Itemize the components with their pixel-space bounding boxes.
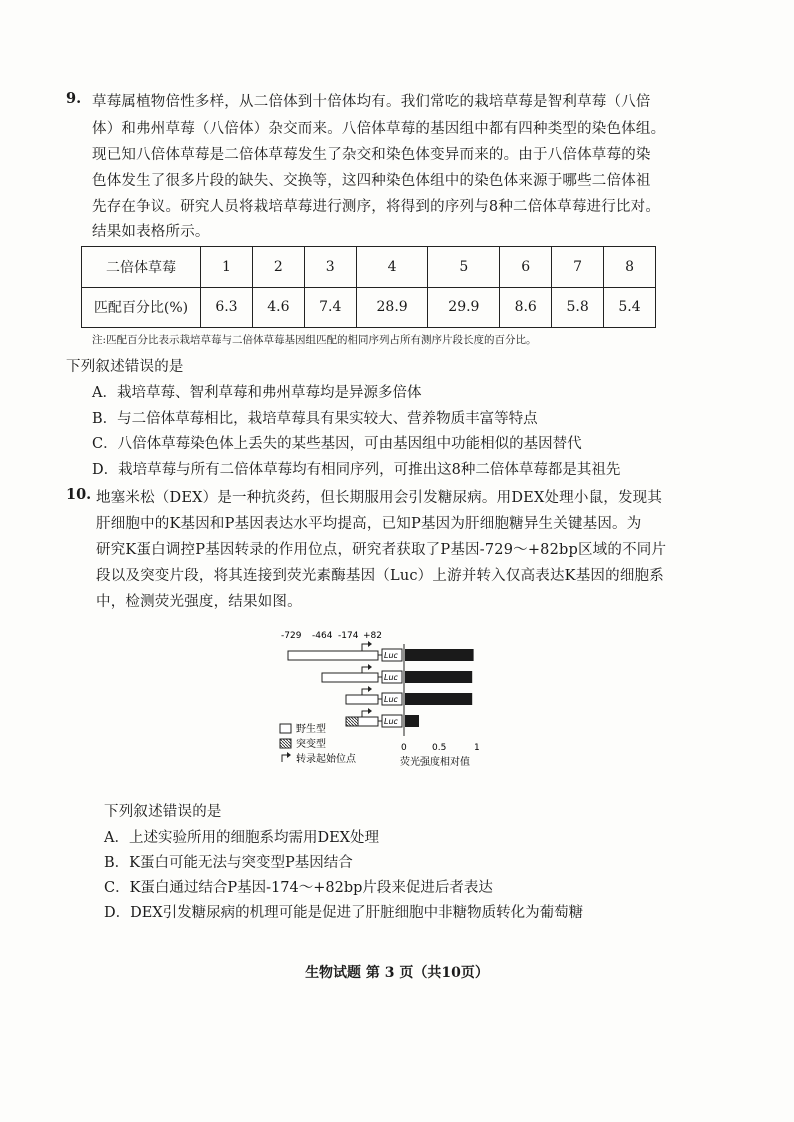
table-row [82,287,656,328]
luc-box [382,649,402,661]
table-header-label: 二倍体草莓 [82,247,201,288]
q9-line: 体）和弗州草莓（八倍体）杂交而来。八倍体草莓的基因组中都有四种类型的染色体组。 [92,121,666,137]
table-cell: 7.4 [304,287,356,328]
svg-text:Luc: Luc [384,695,398,704]
legend-tss-label: 转录起始位点 [296,754,356,765]
position-label: -174 [338,631,359,641]
x-tick-label: 1 [474,743,480,753]
table-cell: 29.9 [428,287,500,328]
legend-tss-icon [287,752,291,758]
tss-arrow-icon [368,664,372,670]
q9-option-a: A．栽培草莓、智利草莓和弗州草莓均是异源多倍体 [92,385,422,401]
q9-line: 草莓属植物倍性多样，从二倍体到十倍体均有。我们常吃的栽培草莓是智利草莓（八倍 [92,94,651,110]
fragment-mutant [346,717,358,726]
luc-box [382,671,402,683]
q10-line: 中，检测荧光强度，结果如图。 [96,594,302,610]
q10-stem: 下列叙述错误的是 [104,804,222,820]
bar [405,649,474,661]
tss-arrow-icon [368,641,372,647]
q10-line: 段以及突变片段，将其连接到荧光素酶基因（Luc）上游并转入仅高表达K基因的细胞系 [96,568,664,584]
q9-option-c: C．八倍体草莓染色体上丢失的某些基因，可由基因组中功能相似的基因替代 [92,436,582,452]
svg-text:Luc: Luc [384,673,398,682]
table-cell: 8.6 [500,287,552,328]
q9-stem: 下列叙述错误的是 [66,359,184,375]
table-row-label: 匹配百分比(%) [82,287,201,328]
q10-line: 地塞米松（DEX）是一种抗炎药，但长期服用会引发糖尿病。用DEX处理小鼠，发现其 [96,490,663,506]
table-cell: 6.3 [201,287,253,328]
table-row [82,247,656,288]
q10-option-c: C．K蛋白通过结合P基因-174～+82bp片段来促进后者表达 [104,880,493,896]
bar [405,693,472,705]
x-tick-label: 0.5 [432,743,447,753]
luciferase-figure [270,624,510,774]
q9-line: 色体发生了很多片段的缺失、交换等，这四种染色体组中的染色体来源于哪些二倍体祖 [92,173,651,189]
table-note: 注:匹配百分比表示栽培草莓与二倍体草莓基因组匹配的相同序列占所有测序片段长度的百分比。 [92,334,537,346]
table-cell: 5 [428,247,500,288]
position-label: -464 [312,631,333,641]
table-cell: 5.4 [604,287,656,328]
q10-option-a: A．上述实验所用的细胞系均需用DEX处理 [104,830,380,846]
table-cell: 4.6 [252,287,304,328]
table-cell: 4 [356,247,428,288]
fragment-wild [346,695,378,704]
legend-mutant-label: 突变型 [296,739,326,750]
bar-group [405,649,474,727]
table-cell: 6 [500,247,552,288]
q9-option-d: D．栽培草莓与所有二倍体草莓均有相同序列，可推出这8种二倍体草莓都是其祖先 [92,462,621,478]
table-cell: 5.8 [552,287,604,328]
position-label: -729 [281,631,302,641]
match-table [81,246,656,328]
x-axis-label: 荧光强度相对值 [400,757,470,768]
tss-arrow-icon [368,708,372,714]
position-label: +82 [363,631,382,641]
q9-line: 先存在争议。研究人员将栽培草莓进行测序，将得到的序列与8种二倍体草莓进行比对。 [92,199,661,215]
legend-wild-swatch [280,724,291,733]
legend-wild-label: 野生型 [296,724,326,735]
bar [405,671,472,683]
q10-option-b: B．K蛋白可能无法与突变型P基因结合 [104,855,353,871]
table-cell: 3 [304,247,356,288]
table-cell: 7 [552,247,604,288]
tss-arrow-icon [368,686,372,692]
q10-line: 肝细胞中的K基因和P基因表达水平均提高，已知P基因为肝细胞糖异生关键基因。为 [96,516,642,532]
legend-mutant-swatch [280,739,291,748]
bar [405,715,419,727]
table-cell: 28.9 [356,287,428,328]
q9-option-b: B．与二倍体草莓相比，栽培草莓具有果实较大、营养物质丰富等特点 [92,411,538,427]
q9-number: 9. [66,90,82,107]
table-cell: 8 [604,247,656,288]
table-cell: 1 [201,247,253,288]
fragment-wild [288,651,378,660]
q10-option-d: D．DEX引发糖尿病的机理可能是促进了肝脏细胞中非糖物质转化为葡萄糖 [104,905,584,921]
luc-box [382,693,402,705]
fragment-wild [358,717,378,726]
page-footer: 生物试题 第 3 页（共10页） [305,965,489,981]
q9-line: 现已知八倍体草莓是二倍体草莓发生了杂交和染色体变异而来的。由于八倍体草莓的染 [92,147,651,163]
q10-line: 研究K蛋白调控P基因转录的作用位点，研究者获取了P基因-729～+82bp区域的不同片 [96,542,667,558]
table-cell: 2 [252,247,304,288]
x-tick-label: 0 [401,743,407,753]
svg-text:Luc: Luc [384,717,398,726]
luc-box [382,715,402,727]
fragment-wild [322,673,378,682]
q10-number: 10. [66,486,92,503]
q9-line: 结果如表格所示。 [92,224,210,240]
svg-text:Luc: Luc [384,651,398,660]
